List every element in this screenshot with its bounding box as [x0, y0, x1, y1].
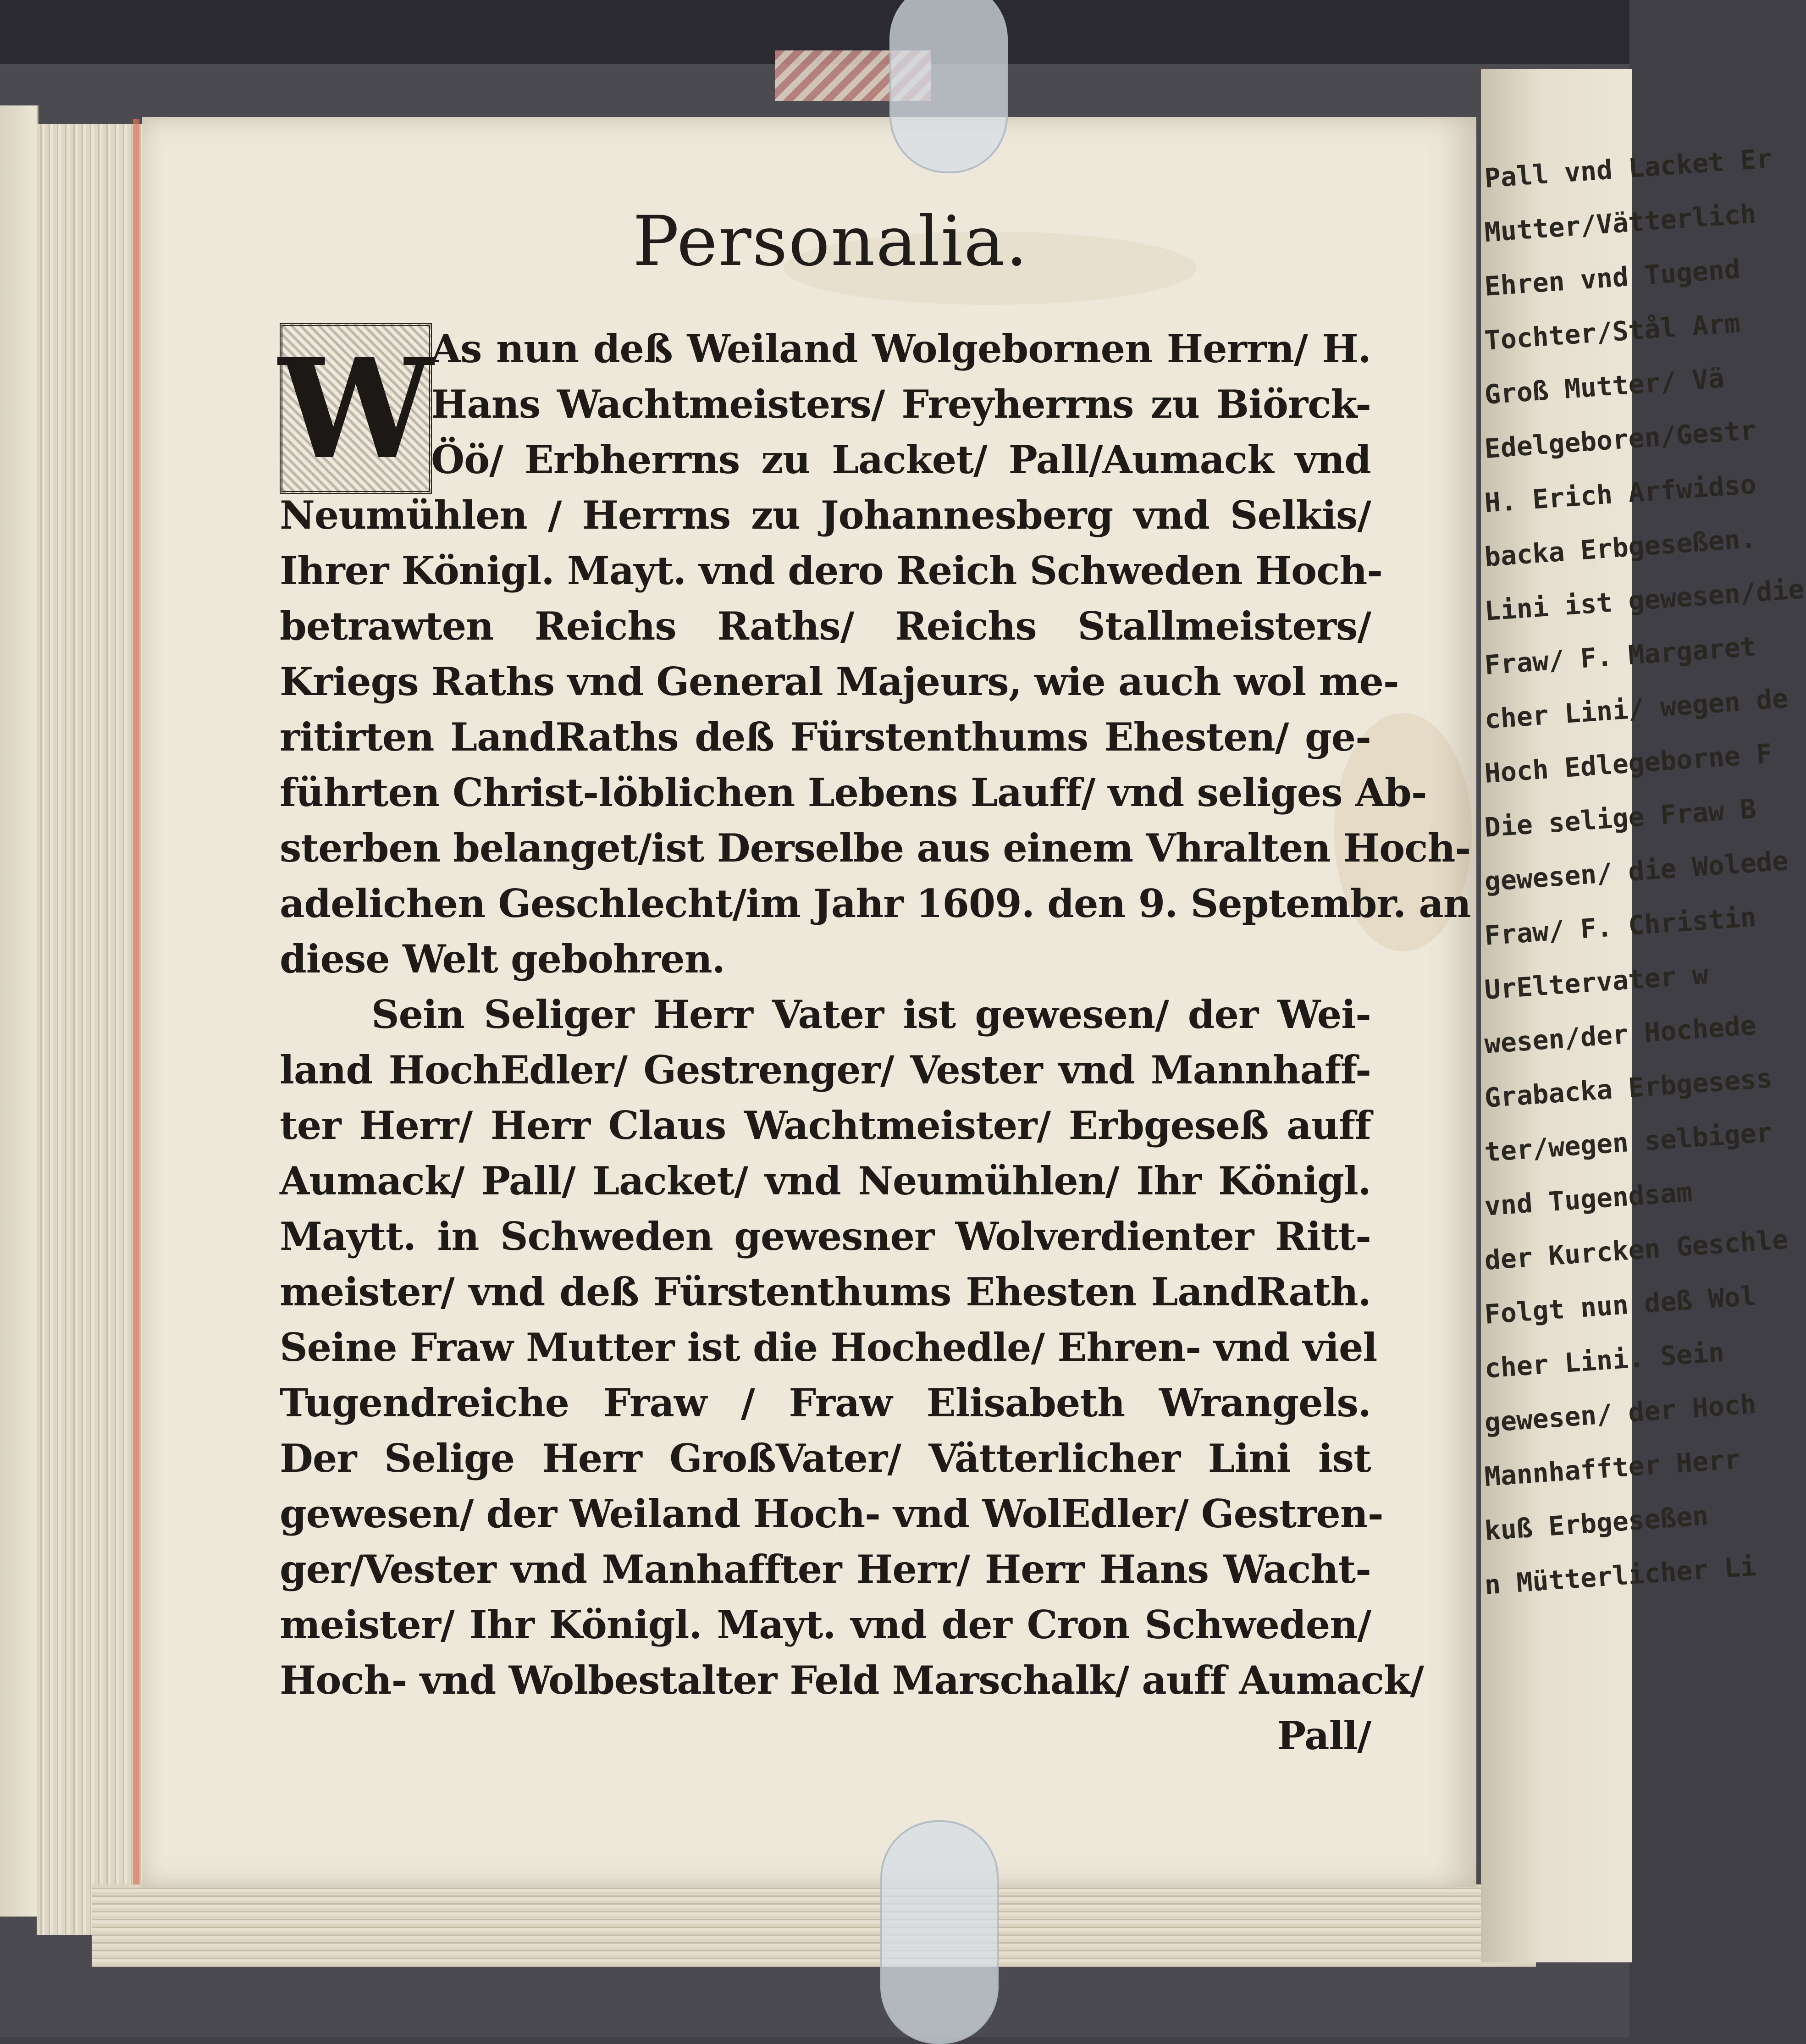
page-edges-left	[37, 124, 142, 1935]
right-page-line: gewesen/ die Wolede	[1483, 845, 1789, 897]
right-page-line: Grabacka Erbgesess	[1483, 1062, 1773, 1114]
text-line: Hoch- vnd Wolbestalter Feld Marschalk/ auff Aumack/	[280, 1657, 1424, 1703]
right-page-line: der Kurcken Geschle	[1483, 1223, 1789, 1276]
body-text	[280, 321, 1471, 1763]
catchword: Pall/	[1277, 1713, 1371, 1758]
text-line: Tugendreiche Fraw / Fraw Elisabeth Wrangels.	[280, 1380, 1371, 1425]
right-page-line: H. Erich Arfwidso	[1483, 468, 1757, 519]
text-line: führten Christ-löblichen Lebens Lauff/ vnd seliges Ab-	[280, 770, 1427, 815]
page-clip-bottom	[880, 1820, 999, 2044]
right-page-line: gewesen/ der Hoch	[1483, 1388, 1757, 1438]
text-line: ter Herr/ Herr Claus Wachtmeister/ Erbgeseß auff	[280, 1103, 1371, 1148]
right-page-line: UrEltervater w	[1483, 958, 1710, 1005]
right-page-line: n Mütterlicher Li	[1483, 1550, 1757, 1601]
initial-letter: W	[278, 327, 433, 490]
right-page-line: Mannhaffter Herr	[1483, 1443, 1741, 1492]
right-page-line: kuß Erbgeseßen	[1483, 1499, 1710, 1547]
left-page-fold	[0, 105, 39, 1917]
text-line: Öö/ Erbherrns zu Lacket/ Pall/Aumack vnd	[431, 437, 1371, 482]
text-line: diese Welt gebohren.	[280, 936, 725, 982]
text-line: betrawten Reichs Raths/ Reichs Stallmeisters/	[280, 603, 1371, 649]
right-page-text	[1483, 143, 1806, 1612]
text-line: sterben belanget/ist Derselbe aus einem Vhralten Hoch-	[280, 825, 1471, 871]
right-page-line: Pall vnd Lacket Er	[1483, 143, 1773, 194]
text-line: Seine Fraw Mutter ist die Hochedle/ Ehren- vnd viel	[280, 1325, 1377, 1370]
right-page-line: Fraw/ F. Margaret	[1483, 630, 1757, 681]
text-line: land HochEdler/ Gestrenger/ Vester vnd Mannhaff-	[280, 1047, 1371, 1093]
text-line: Aumack/ Pall/ Lacket/ vnd Neumühlen/ Ihr Königl.	[280, 1158, 1371, 1204]
right-page-line: ter/wegen selbiger	[1483, 1116, 1773, 1168]
text-line: ger/Vester vnd Manhaffter Herr/ Herr Hans Wacht-	[280, 1547, 1371, 1592]
right-page-line: Tochter/Stål Arm	[1483, 307, 1741, 356]
right-page-line: cher Lini/ wegen de	[1483, 682, 1789, 735]
red-page-edge	[133, 119, 139, 1944]
text-line: adelichen Geschlecht/im Jahr 1609. den 9. Septembr. an	[280, 881, 1471, 926]
page-title: Personalia.	[633, 202, 1029, 282]
right-page-line: Die selige Fraw B	[1483, 793, 1757, 843]
text-line: Kriegs Raths vnd General Majeurs, wie auch wol me-	[280, 659, 1399, 704]
text-line: ritirten LandRaths deß Fürstenthums Ehesten/ ge-	[280, 714, 1371, 760]
right-page-line: Ehren vnd Tugend	[1483, 253, 1741, 302]
right-page-line: Hoch Edlegeborne F	[1483, 738, 1773, 789]
text-line: Maytt. in Schweden gewesner Wolverdienter Ritt-	[280, 1214, 1371, 1259]
right-page-line: vnd Tugendsam	[1483, 1176, 1694, 1222]
text-line: Hans Wachtmeisters/ Freyherrns zu Biörck-	[431, 381, 1371, 427]
right-page-line: Lini ist gewesen/die	[1483, 573, 1806, 627]
right-page-line: Folgt nun deß Wol	[1483, 1280, 1757, 1330]
text-line: Neumühlen / Herrns zu Johannesberg vnd Selkis/	[280, 492, 1371, 538]
page-edges-bottom	[92, 1884, 1536, 1967]
right-page-line: Groß Mutter/ Vä	[1483, 362, 1725, 410]
text-line: Der Selige Herr GroßVater/ Vätterlicher Lini ist	[280, 1436, 1371, 1481]
text-line: As nun deß Weiland Wolgebornen Herrn/ H.	[431, 326, 1371, 371]
right-page-line: Edelgeboren/Gestr	[1483, 414, 1757, 464]
page-clip-top	[889, 0, 1008, 173]
right-page-line: cher Lini. Sein	[1483, 1336, 1725, 1384]
right-page-line: Fraw/ F. Christin	[1483, 901, 1757, 951]
text-line: Ihrer Königl. Mayt. vnd dero Reich Schweden Hoch-	[280, 548, 1383, 593]
right-page-line: backa Erbgeseßen.	[1483, 522, 1757, 573]
right-page-line: Mutter/Vätterlich	[1483, 198, 1757, 248]
text-line: Sein Seliger Herr Vater ist gewesen/ der Wei-	[371, 992, 1371, 1037]
text-line: gewesen/ der Weiland Hoch- vnd WolEdler/ Gestren-	[280, 1491, 1383, 1536]
right-page-line: wesen/der Hochede	[1483, 1009, 1757, 1060]
text-line: meister/ vnd deß Fürstenthums Ehesten LandRath.	[280, 1269, 1371, 1315]
text-line: meister/ Ihr Königl. Mayt. vnd der Cron Schweden/	[280, 1602, 1371, 1647]
